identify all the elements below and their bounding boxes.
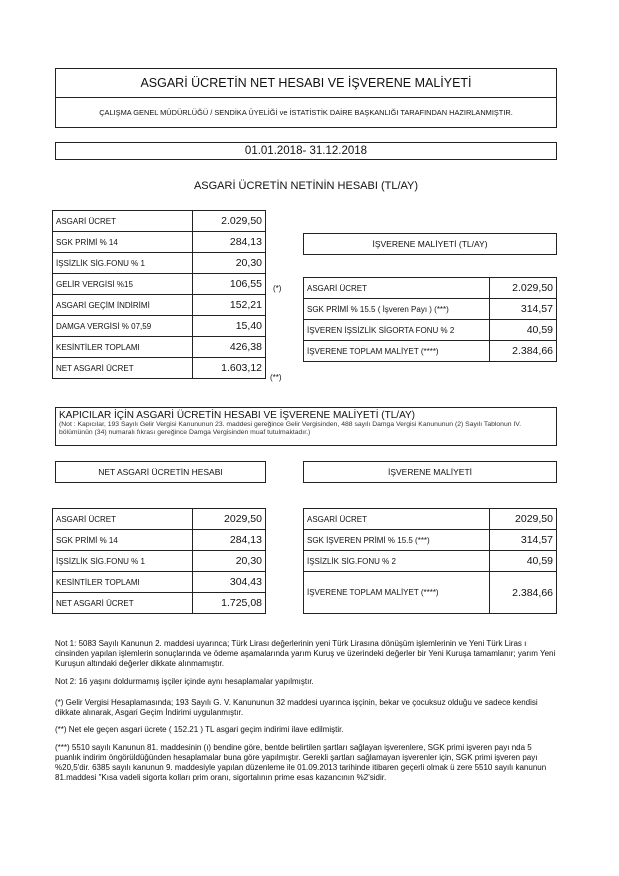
- row-value: 1.725,08: [193, 593, 266, 614]
- row-label: ASGARİ ÜCRET: [304, 278, 490, 299]
- table-row: [53, 572, 266, 593]
- table-row: [53, 551, 266, 572]
- page-title: ASGARİ ÜCRETİN NET HESABI VE İŞVERENE MALİYETİ: [55, 68, 557, 98]
- row-value: 2029,50: [490, 509, 557, 530]
- page-subtitle: ÇALIŞMA GENEL MÜDÜRLÜĞÜ / SENDİKA ÜYELİĞİ ve İSTATİSTİK DAİRE BAŞKANLIĞI TARAFINDAN HAZIRLANMIŞTIR.: [55, 98, 557, 128]
- table-row: [53, 337, 266, 358]
- table-row: [53, 530, 266, 551]
- row-value: 2.029,50: [193, 211, 266, 232]
- row-label: İŞSİZLİK SİG.FONU % 2: [304, 551, 490, 572]
- row-label: GELİR VERGİSİ %15: [53, 274, 193, 295]
- notes: [55, 639, 557, 791]
- row-label: İŞVERENE TOPLAM MALİYET (****): [304, 572, 490, 614]
- row-value: 304,43: [193, 572, 266, 593]
- row-value: 15,40: [193, 316, 266, 337]
- row-value: 2.029,50: [490, 278, 557, 299]
- row-value: 2029,50: [193, 509, 266, 530]
- date-range: 01.01.2018- 31.12.2018: [55, 142, 557, 160]
- employer-cost-table: [303, 277, 557, 362]
- row-value: 106,55: [193, 274, 266, 295]
- row-label: ASGARİ GEÇİM İNDİRİMİ: [53, 295, 193, 316]
- row-label: NET ASGARİ ÜCRET: [53, 593, 193, 614]
- row-label: İŞSİZLİK SİG.FONU % 1: [53, 551, 193, 572]
- table-row: [53, 316, 266, 337]
- table-row: [304, 299, 557, 320]
- row-label: İŞVERENE TOPLAM MALİYET (****): [304, 341, 490, 362]
- row-value: 284,13: [193, 530, 266, 551]
- kapicilar-note: (Not : Kapıcılar, 193 Sayılı Gelir Vergisi Kanununun 23. maddesi gereğince Gelir Vergisinden, 488 sayılı Damga Vergisi Kanununun (2) Sayılı Tablonun IV. bölümünün (34) numaralı fıkrası gereğince Damga Vergisinden muaf tutulmaktadır.): [59, 421, 522, 437]
- row-label: SGK PRİMİ % 15.5 ( İşveren Payı ) (***): [304, 299, 490, 320]
- note-1: Not 1: 5083 Sayılı Kanunun 2. maddesi uyarınca; Türk Lirası değerlerinin yeni Türk Lirasına dönüşüm işlemlerinin ve Yeni Türk Liras ı cinsinden yapılan işlemlerin sonuçlarında ve ödeme aşamalarında yarım Kuruş ve üzerindeki değerler bir Yeni Kuruşa tamamlanır; yarım Yeni Kuruşun altındaki değerler dikkate alınmamıştır.: [55, 639, 556, 669]
- row-label: SGK PRİMİ % 14: [53, 232, 193, 253]
- table-row: [304, 509, 557, 530]
- table-row: [304, 530, 557, 551]
- row-label: SGK PRİMİ % 14: [53, 530, 193, 551]
- row-value: 20,30: [193, 551, 266, 572]
- table-row: [304, 572, 557, 614]
- table-row: [53, 274, 266, 295]
- row-value: 284,13: [193, 232, 266, 253]
- row-value: 2.384,66: [490, 572, 557, 614]
- row-value: 152,21: [193, 295, 266, 316]
- row-value: 20,30: [193, 253, 266, 274]
- row-value: 2.384,66: [490, 341, 557, 362]
- row-label: ASGARİ ÜCRET: [53, 211, 193, 232]
- row-label: İŞVEREN İŞSİZLİK SİGORTA FONU % 2: [304, 320, 490, 341]
- kap-net-heading: NET ASGARİ ÜCRETİN HESABI: [55, 461, 266, 483]
- table-row: [304, 320, 557, 341]
- row-value: 40,59: [490, 551, 557, 572]
- table-row: [53, 211, 266, 232]
- row-value: 314,57: [490, 530, 557, 551]
- row-label: DAMGA VERGİSİ % 07,59: [53, 316, 193, 337]
- row-label: KESİNTİLER TOPLAMI: [53, 337, 193, 358]
- note-3star: (***) 5510 sayılı Kanunun 81. maddesinin (ı) bendine göre, bentde belirtilen şartları sağlayan işverenlere, SGK primi işveren payı nda 5 puanlık indirim öngörüldüğünden hesaplamalar buna göre yapılmıştır. Gerekli şartları sağlamayan işverenler için, SGK primi işveren payı %20,5'dir. 6385 sayılı kanunun 9. maddesiyle yapılan düzenleme ile 01.09.2013 tarihinde itibaren geçerli olmak ü zere 5510 sayılı kanunun 81.maddesi "Kısa vadeli sigorta kolları prim oranı, sigortalının prime esas kazancının %2'sidir.: [55, 742, 547, 783]
- kapicilar-title: KAPICILAR İÇİN ASGARİ ÜCRETİN HESABI VE İŞVERENE MALİYETİ (TL/AY): [59, 410, 416, 421]
- row-label: KESİNTİLER TOPLAMI: [53, 572, 193, 593]
- table-row: [53, 509, 266, 530]
- table-row: [53, 253, 266, 274]
- kap-employer-heading: İŞVERENE MALİYETİ: [303, 461, 557, 483]
- row-label: SGK İŞVEREN PRİMİ % 15.5 (***): [304, 530, 490, 551]
- net-wage-table: [52, 210, 266, 379]
- table-row: [53, 593, 266, 614]
- note-2: Not 2: 16 yaşını doldurmamış işçiler içinde aynı hesaplamalar yapılmıştır.: [55, 676, 314, 686]
- kap-net-table: [52, 508, 266, 614]
- table-row: [53, 295, 266, 316]
- table-row: [304, 341, 557, 362]
- table-row: [304, 551, 557, 572]
- kap-employer-table: [303, 508, 557, 614]
- row-value: 1.603,12: [193, 358, 266, 379]
- footnote-mark-2star: (**): [270, 373, 282, 382]
- table-row: [304, 278, 557, 299]
- row-value: 314,57: [490, 299, 557, 320]
- row-label: İŞSİZLİK SİG.FONU % 1: [53, 253, 193, 274]
- row-label: ASGARİ ÜCRET: [53, 509, 193, 530]
- row-label: ASGARİ ÜCRET: [304, 509, 490, 530]
- note-star: (*) Gelir Vergisi Hesaplamasında; 193 Sayılı G. V. Kanununun 32 maddesi uyarınca işçinin, bekar ve çocuksuz olduğu ve sadece kendisi dikkate alınarak, Asgari Geçim İndirimi uygulanmıştır.: [55, 697, 538, 718]
- net-heading: ASGARİ ÜCRETİN NETİNİN HESABI (TL/AY): [193, 180, 419, 192]
- table-row: [53, 358, 266, 379]
- footnote-mark-star: (*): [273, 284, 282, 293]
- row-value: 426,38: [193, 337, 266, 358]
- row-label: NET ASGARİ ÜCRET: [53, 358, 193, 379]
- row-value: 40,59: [490, 320, 557, 341]
- note-2star: (**) Net ele geçen asgari ücrete ( 152.21 ) TL asgari geçim indirimi ilave edilmiştir.: [55, 725, 344, 735]
- kapicilar-section: [55, 407, 557, 446]
- employer-cost-heading: İŞVERENE MALİYETİ (TL/AY): [303, 233, 557, 255]
- table-row: [53, 232, 266, 253]
